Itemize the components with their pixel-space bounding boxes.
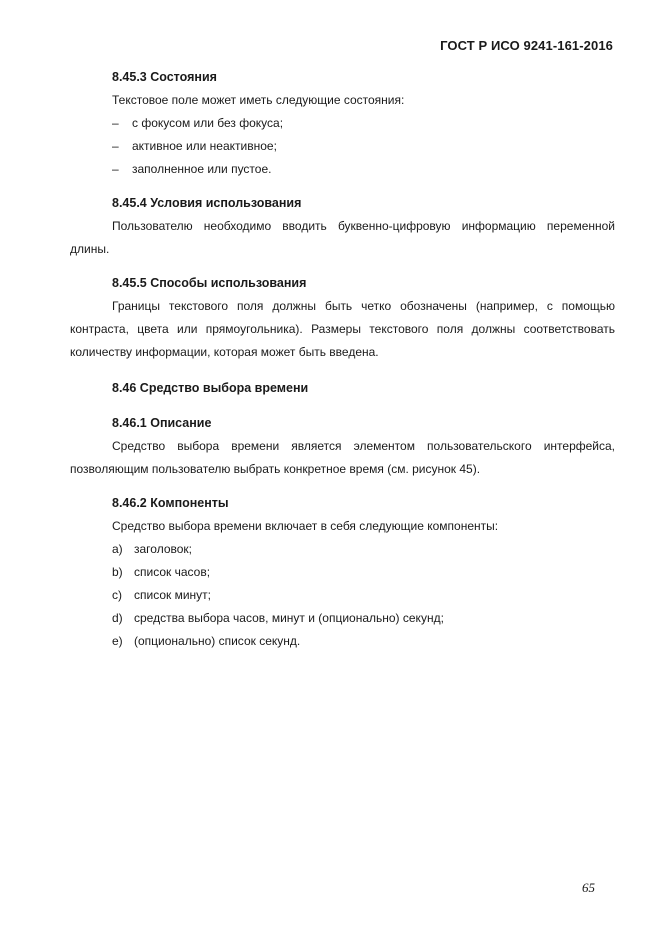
list-dash: – [112, 116, 119, 130]
list-item-text: средства выбора часов, минут и (опционально) секунд; [134, 611, 444, 625]
list-marker: d) [112, 611, 123, 625]
section-heading-8-46-2: 8.46.2 Компоненты [112, 496, 229, 510]
section-heading-8-45-4: 8.45.4 Условия использования [112, 196, 302, 210]
page-content [70, 66, 615, 653]
list-item [112, 630, 615, 653]
list-item-text: (опционально) список секунд. [134, 634, 301, 648]
list-marker: b) [112, 565, 123, 579]
list-item [112, 112, 615, 135]
list-item-text: список часов; [134, 565, 211, 579]
page-number: 65 [582, 880, 595, 895]
list-marker: c) [112, 588, 122, 602]
paragraph-components-intro: Средство выбора времени включает в себя следующие компоненты: [112, 519, 499, 533]
list-item [112, 584, 615, 607]
list-item [112, 135, 615, 158]
list-item-text: заголовок; [134, 542, 193, 556]
paragraph-description: Средство выбора времени является элементом пользовательского интерфейса, позволяющим пользователю выбрать конкретное время (см. рисунок 45). [70, 439, 615, 476]
list-dash: – [112, 162, 119, 176]
list-item [112, 561, 615, 584]
paragraph-usage-conditions: Пользователю необходимо вводить буквенно-цифровую информацию переменной длины. [70, 219, 615, 256]
list-item [112, 538, 615, 561]
list-item-text: заполненное или пустое. [132, 162, 272, 176]
paragraph-usage-methods: Границы текстового поля должны быть четко обозначены (например, с помощью контраста, цвета или прямоугольника). Размеры текстового поля должны соответствовать количеству информации, которая может быть введена. [70, 299, 615, 359]
paragraph-states-intro: Текстовое поле может иметь следующие состояния: [112, 93, 405, 107]
section-heading-8-45-5: 8.45.5 Способы использования [112, 276, 307, 290]
list-marker: a) [112, 542, 123, 556]
list-item [112, 158, 615, 181]
section-heading-8-46: 8.46 Средство выбора времени [112, 381, 309, 395]
list-item-text: активное или неактивное; [132, 139, 277, 153]
list-item-text: с фокусом или без фокуса; [132, 116, 284, 130]
document-id-header: ГОСТ Р ИСО 9241-161-2016 [440, 38, 613, 53]
list-item [112, 607, 615, 630]
section-heading-8-45-3: 8.45.3 Состояния [112, 70, 217, 84]
list-dash: – [112, 139, 119, 153]
list-item-text: список минут; [134, 588, 212, 602]
list-marker: e) [112, 634, 123, 648]
section-heading-8-46-1: 8.46.1 Описание [112, 416, 212, 430]
